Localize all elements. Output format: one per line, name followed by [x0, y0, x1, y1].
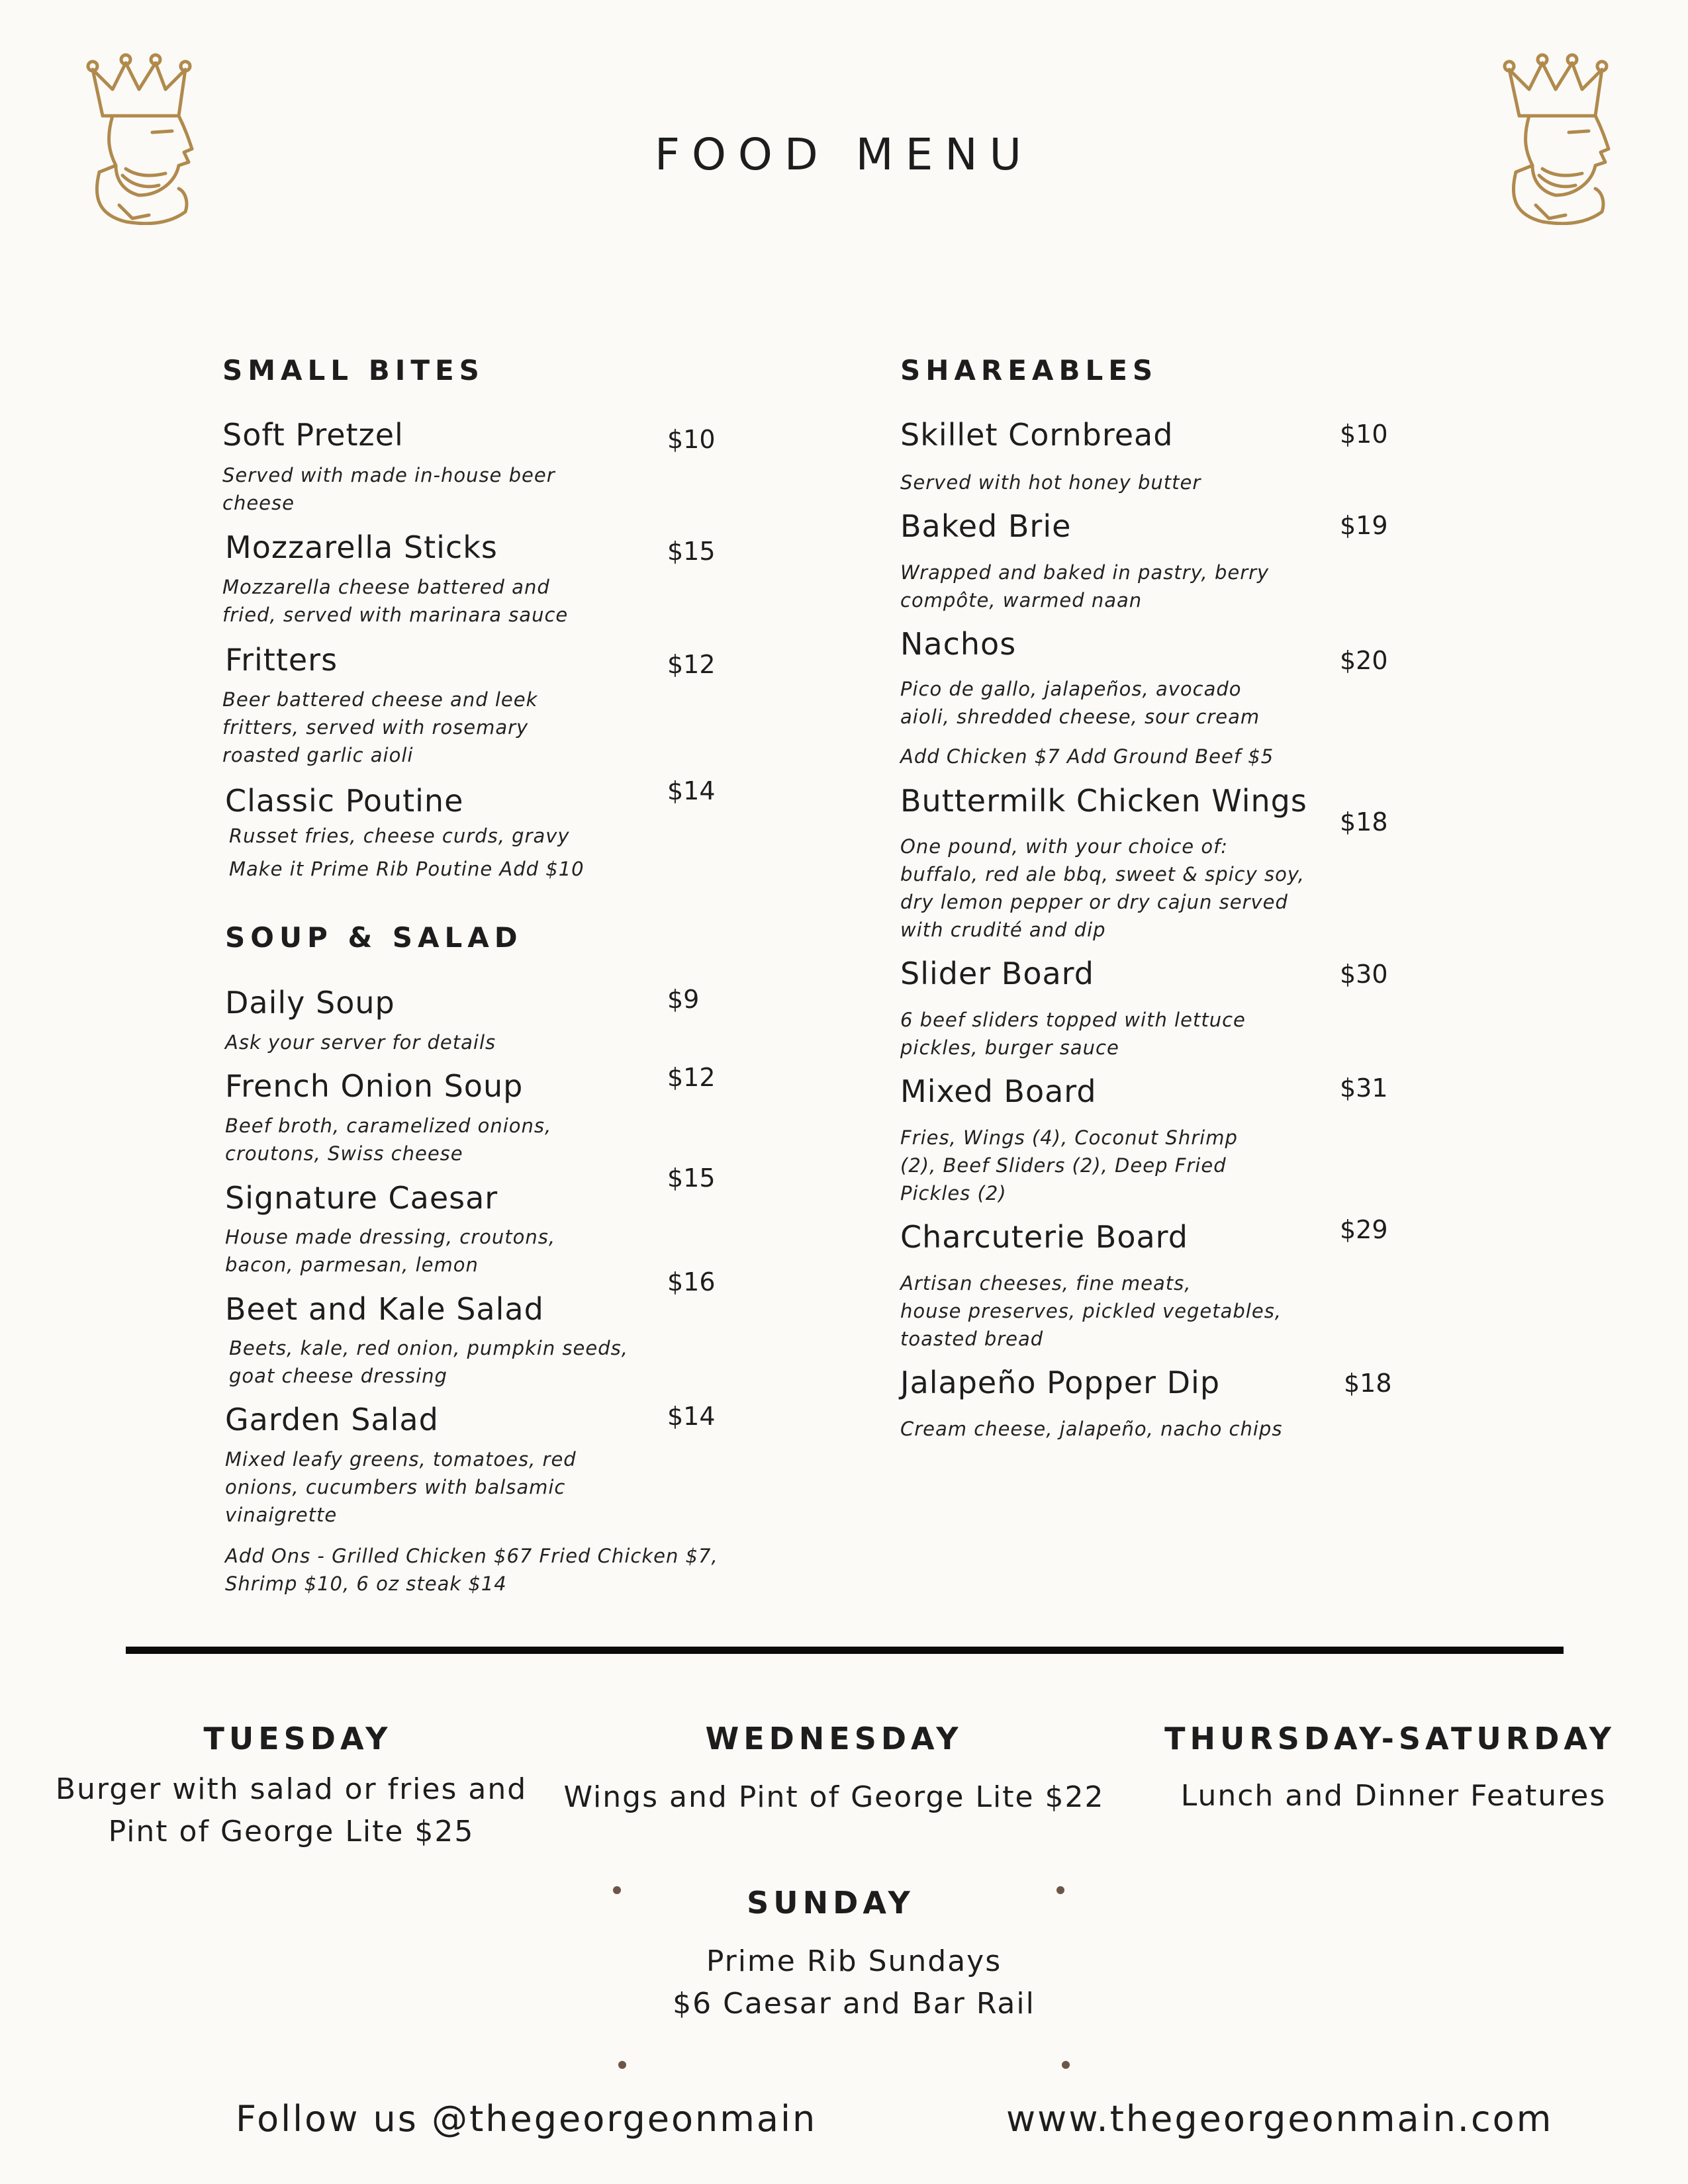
item-price: $30 [1340, 960, 1388, 989]
section-divider [126, 1647, 1564, 1654]
item-description: Beer battered cheese and leek fritters, served with rosemary roasted garlic aioli [222, 688, 538, 766]
item-name: Baked Brie [900, 508, 1072, 544]
item-price: $14 [667, 776, 716, 805]
item-description: Wrapped and baked in pastry, berry compôte, warmed naan [900, 561, 1270, 612]
item-name: Skillet Cornbread [900, 417, 1174, 453]
item-note: Add Chicken $7 Add Ground Beef $5 [900, 745, 1274, 768]
add-ons-note: Add Ons - Grilled Chicken $67 Fried Chicken $7, Shrimp $10, 6 oz steak $14 [225, 1545, 718, 1595]
item-name: Daily Soup [225, 985, 395, 1021]
item-name: Soft Pretzel [222, 417, 404, 453]
item-name: Classic Poutine [225, 783, 464, 819]
item-description: Fries, Wings (4), Coconut Shrimp (2), Beef Sliders (2), Deep Fried Pickles (2) [900, 1126, 1238, 1205]
special-description: Prime Rib Sundays $6 Caesar and Bar Rail [673, 1944, 1035, 2021]
item-name: Buttermilk Chicken Wings [900, 783, 1307, 819]
item-price: $18 [1344, 1369, 1392, 1398]
item-name: Mozzarella Sticks [225, 529, 498, 565]
item-price: $10 [667, 425, 716, 454]
item-price: $10 [1340, 420, 1388, 449]
item-description: Served with made in-house beer cheese [222, 464, 555, 514]
social-handle: Follow us @thegeorgeonmain [236, 2098, 818, 2140]
item-description: Ask your server for details [225, 1031, 496, 1054]
special-description: Burger with salad or fries and Pint of George Lite $25 [55, 1772, 528, 1848]
item-description: Russet fries, cheese curds, gravy [229, 825, 570, 847]
item-name: Garden Salad [225, 1402, 439, 1437]
special-day: TUESDAY [203, 1721, 393, 1756]
item-note: Make it Prime Rib Poutine Add $10 [229, 858, 585, 880]
item-description: One pound, with your choice of: buffalo, red ale bbq, sweet & spicy soy, dry lemon pepper or dry cajun served with crudité and dip [900, 835, 1305, 941]
item-description: Beets, kale, red onion, pumpkin seeds, goat cheese dressing [229, 1337, 628, 1387]
section-heading-soup-salad: SOUP & SALAD [225, 921, 523, 954]
item-description: Cream cheese, jalapeño, nacho chips [900, 1418, 1283, 1440]
item-description: 6 beef sliders topped with lettuce pickles, burger sauce [900, 1009, 1246, 1059]
section-heading-shareables: SHAREABLES [900, 354, 1158, 387]
item-price: $15 [667, 1163, 716, 1193]
item-price: $16 [667, 1267, 716, 1297]
item-name: Charcuterie Board [900, 1219, 1188, 1255]
item-price: $14 [667, 1402, 716, 1431]
page-title: FOOD MENU [655, 129, 1033, 180]
item-price: $12 [667, 650, 716, 679]
item-price: $19 [1340, 511, 1388, 540]
special-day: THURSDAY-SATURDAY [1164, 1721, 1616, 1756]
item-name: Beet and Kale Salad [225, 1291, 544, 1327]
section-heading-small-bites: SMALL BITES [222, 354, 485, 387]
item-description: Mozzarella cheese battered and fried, served with marinara sauce [222, 576, 569, 626]
item-name: Fritters [225, 642, 338, 678]
item-description: Pico de gallo, jalapeños, avocado aioli, shredded cheese, sour cream [900, 678, 1260, 728]
special-day: SUNDAY [747, 1885, 915, 1921]
item-price: $20 [1340, 646, 1388, 675]
item-description: Artisan cheeses, fine meats, house preserves, pickled vegetables, toasted bread [900, 1272, 1282, 1350]
item-description: House made dressing, croutons, bacon, parmesan, lemon [225, 1226, 556, 1276]
special-description: Wings and Pint of George Lite $22 [563, 1780, 1105, 1814]
item-name: Jalapeño Popper Dip [900, 1365, 1221, 1400]
special-description: Lunch and Dinner Features [1180, 1779, 1607, 1813]
item-name: French Onion Soup [225, 1068, 524, 1104]
special-day: WEDNESDAY [705, 1721, 963, 1756]
item-description: Beef broth, caramelized onions, croutons, Swiss cheese [225, 1115, 552, 1165]
item-name: Slider Board [900, 956, 1094, 991]
website-link[interactable]: www.thegeorgeonmain.com [1006, 2098, 1554, 2140]
item-price: $18 [1340, 807, 1388, 837]
item-price: $12 [667, 1063, 716, 1092]
item-description: Served with hot honey butter [900, 471, 1201, 494]
item-name: Nachos [900, 626, 1017, 662]
item-name: Mixed Board [900, 1073, 1097, 1109]
item-description: Mixed leafy greens, tomatoes, red onions, cucumbers with balsamic vinaigrette [225, 1448, 577, 1526]
item-price: $31 [1340, 1073, 1388, 1103]
item-price: $15 [667, 537, 716, 566]
decorative-dot [1062, 2061, 1070, 2069]
item-price: $9 [667, 985, 700, 1014]
decorative-dot [618, 2061, 626, 2069]
item-price: $29 [1340, 1215, 1388, 1244]
item-name: Signature Caesar [225, 1180, 498, 1216]
